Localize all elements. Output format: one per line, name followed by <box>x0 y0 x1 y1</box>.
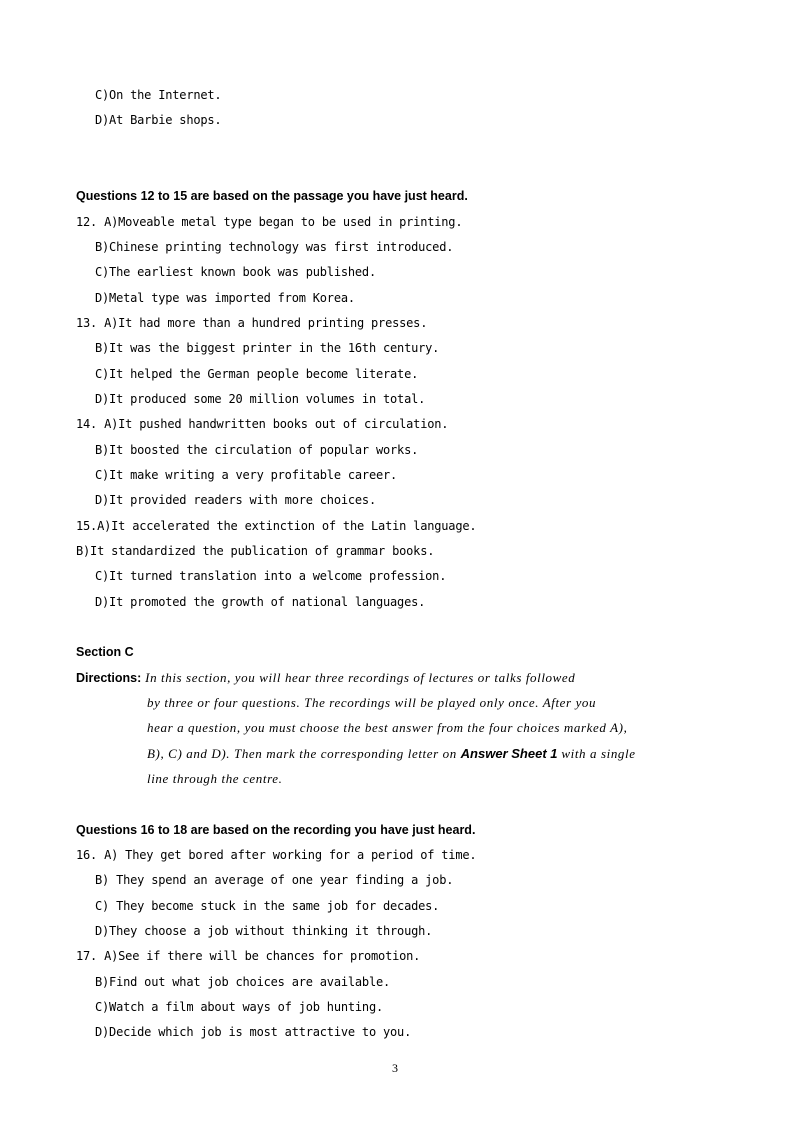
questions-16-18-heading: Questions 16 to 18 are based on the recording you have just heard. <box>76 823 476 837</box>
q14-option-b: B)It boosted the circulation of popular works. <box>95 443 419 457</box>
q15-option-b: B)It standardized the publication of grammar books. <box>76 544 435 558</box>
answer-sheet-ref: Answer Sheet 1 <box>460 746 558 761</box>
q16-option-b: B) They spend an average of one year finding a job. <box>95 873 454 887</box>
directions-line-4 <box>147 746 636 762</box>
q17-option-c: C)Watch a film about ways of job hunting. <box>95 1000 384 1014</box>
questions-12-15-heading: Questions 12 to 15 are based on the passage you have just heard. <box>76 189 468 203</box>
q13-option-d: D)It produced some 20 million volumes in total. <box>95 392 426 406</box>
directions-text-4b: with a single <box>557 746 636 761</box>
q17-option-d: D)Decide which job is most attractive to you. <box>95 1025 412 1039</box>
q12-option-b: B)Chinese printing technology was first introduced. <box>95 240 454 254</box>
option-c-prev: C)On the Internet. <box>95 88 222 102</box>
q14-option-d: D)It provided readers with more choices. <box>95 493 376 507</box>
q13-option-a: 13. A)It had more than a hundred printing presses. <box>76 316 428 330</box>
directions-line-5: line through the centre. <box>147 771 283 786</box>
q13-option-c: C)It helped the German people become literate. <box>95 367 419 381</box>
q13-option-b: B)It was the biggest printer in the 16th century. <box>95 341 440 355</box>
q17-option-a: 17. A)See if there will be chances for promotion. <box>76 949 421 963</box>
q15-option-c: C)It turned translation into a welcome profession. <box>95 569 447 583</box>
section-c-title: Section C <box>76 645 134 659</box>
q16-option-d: D)They choose a job without thinking it through. <box>95 924 433 938</box>
option-d-prev: D)At Barbie shops. <box>95 113 222 127</box>
q16-option-c: C) They become stuck in the same job for decades. <box>95 899 440 913</box>
directions-line-3: hear a question, you must choose the best answer from the four choices marked A), <box>147 720 628 735</box>
q12-option-c: C)The earliest known book was published. <box>95 265 376 279</box>
q16-option-a: 16. A) They get bored after working for a period of time. <box>76 848 477 862</box>
q15-option-d: D)It promoted the growth of national languages. <box>95 595 426 609</box>
q12-option-d: D)Metal type was imported from Korea. <box>95 291 355 305</box>
q14-option-a: 14. A)It pushed handwritten books out of circulation. <box>76 417 449 431</box>
directions-line-2: by three or four questions. The recordings will be played only once. After you <box>147 695 597 710</box>
directions-text-4a: B), C) and D). Then mark the corresponding letter on <box>147 746 461 761</box>
directions-line-1 <box>76 670 575 686</box>
q12-option-a: 12. A)Moveable metal type began to be used in printing. <box>76 215 463 229</box>
directions-text-1: In this section, you will hear three recordings of lectures or talks followed <box>141 670 576 685</box>
q14-option-c: C)It make writing a very profitable career. <box>95 468 398 482</box>
directions-label: Directions: <box>76 671 142 685</box>
q17-option-b: B)Find out what job choices are available. <box>95 975 391 989</box>
q15-option-a: 15.A)It accelerated the extinction of the Latin language. <box>76 519 477 533</box>
page-number: 3 <box>392 1061 398 1075</box>
